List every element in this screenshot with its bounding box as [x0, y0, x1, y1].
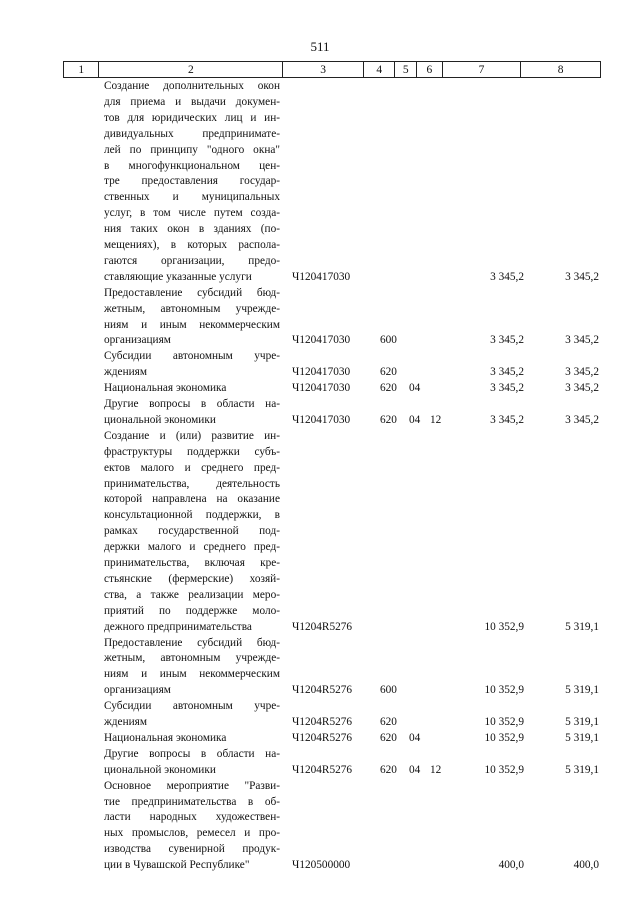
row-code: Ч120417030 [292, 366, 351, 379]
row-name-line: Основное мероприятие "Разви- [104, 779, 280, 792]
table-row [0, 349, 640, 381]
row-name-line: консультационной поддержки, в [104, 509, 280, 522]
row-name-line: лей по принципу "одного окна" [104, 143, 280, 156]
table-row [0, 429, 640, 636]
row-name-line: Создание и (или) развитие ин- [104, 429, 280, 442]
row-name-line: тре предоставления государ- [104, 175, 280, 188]
page-number: 511 [310, 39, 330, 54]
table-header [63, 61, 601, 78]
row-expense-type: 620 [380, 715, 397, 728]
row-expense-type: 600 [380, 684, 397, 697]
header-col-4: 4 [364, 62, 395, 77]
row-sum-col8: 3 345,2 [565, 366, 599, 379]
row-section: 04 [409, 731, 421, 744]
row-name-line: принимательства, деятельность [104, 477, 280, 490]
row-name-line: жетным, автономным учрежде- [104, 652, 280, 665]
row-expense-type: 620 [380, 413, 397, 426]
row-name-line: в многофункциональном цен- [104, 159, 280, 172]
row-expense-type: 620 [380, 763, 397, 776]
row-name-line: ции в Чувашской Республике" [104, 859, 250, 872]
row-code: Ч120417030 [292, 270, 351, 283]
row-sum-col8: 5 319,1 [565, 763, 599, 776]
row-name-line: ниям и иным некоммерческим [104, 668, 280, 681]
row-sum-col7: 10 352,9 [484, 731, 524, 744]
row-sum-col7: 10 352,9 [484, 715, 524, 728]
row-expense-type: 620 [380, 731, 397, 744]
row-name-line: Национальная экономика [104, 382, 227, 395]
header-col-8: 8 [557, 63, 564, 76]
row-name [104, 779, 280, 874]
row-sum-col7: 3 345,2 [490, 382, 524, 395]
header-col-5: 5 [395, 62, 417, 77]
row-section: 04 [409, 763, 421, 776]
row-code: Ч1204R5276 [292, 684, 353, 697]
row-name-line: Создание дополнительных окон [104, 80, 280, 92]
row-expense-type: 620 [380, 366, 397, 379]
row-name-line: тов для юридических лиц и ин- [104, 111, 280, 124]
row-sum-col8: 400,0 [573, 859, 599, 872]
row-code: Ч120417030 [292, 382, 351, 395]
table-row [0, 731, 640, 747]
row-section: 04 [409, 382, 421, 395]
row-name-line: Национальная экономика [104, 731, 227, 744]
row-name-line: Другие вопросы в области на- [104, 747, 280, 760]
table-row [0, 381, 640, 397]
row-name-line: Предоставление субсидий бюд- [104, 636, 280, 649]
table-row [0, 79, 640, 286]
row-name [104, 349, 280, 381]
row-sum-col7: 10 352,9 [484, 684, 524, 697]
header-col-6: 6 [417, 62, 443, 77]
row-name-line: ласти народных художествен- [104, 811, 280, 824]
row-code: Ч120500000 [292, 859, 351, 872]
table-row [0, 747, 640, 779]
table-row [0, 699, 640, 731]
row-name-line: организациям [104, 334, 171, 347]
row-name-line: ниям и иным некоммерческим [104, 318, 280, 331]
row-name-line: ных промыслов, ремесел и про- [104, 827, 280, 840]
row-subsection: 12 [430, 763, 442, 776]
row-name-line: тие предпринимательства в об- [104, 795, 280, 808]
header-col-2: 2 [99, 62, 283, 77]
row-name-line: фраструктуры поддержки субъ- [104, 445, 280, 458]
row-name [104, 747, 280, 779]
row-name-line: циональной экономики [104, 413, 216, 426]
row-sum-col8: 3 345,2 [565, 382, 599, 395]
row-name-line: изводства сувенирной продук- [104, 843, 280, 856]
row-code: Ч120417030 [292, 413, 351, 426]
row-name-line: жетным, автономным учрежде- [104, 302, 280, 315]
row-sum-col7: 10 352,9 [484, 763, 524, 776]
row-code: Ч120417030 [292, 334, 351, 347]
header-col-7: 7 [443, 62, 522, 77]
table-row [0, 636, 640, 700]
row-name-line: Субсидии автономным учре- [104, 350, 280, 363]
header-col-3: 3 [283, 62, 364, 77]
row-sum-col8: 5 319,1 [565, 731, 599, 744]
row-name [104, 381, 280, 397]
table-row [0, 286, 640, 350]
row-name-line: дивидуальных предпринимате- [104, 127, 280, 140]
row-name-line: Другие вопросы в области на- [104, 398, 280, 410]
row-name-line: рамках государственной под- [104, 525, 280, 538]
row-name-line: ждениям [104, 716, 148, 728]
row-name-line: приятий по поддержке моло- [104, 604, 280, 617]
header-col-1: 1 [64, 62, 99, 77]
row-sum-col8: 3 345,2 [565, 334, 599, 347]
row-name-line: мещениях), в которых распола- [104, 239, 280, 252]
row-code: Ч1204R5276 [292, 763, 353, 776]
row-subsection: 12 [430, 413, 442, 426]
row-name-line: принимательства, включая кре- [104, 557, 280, 570]
row-name-line: услуг, в том числе путем созда- [104, 207, 280, 220]
row-name [104, 286, 280, 350]
table-row [0, 779, 640, 874]
row-section: 04 [409, 413, 421, 426]
row-sum-col8: 5 319,1 [565, 715, 599, 728]
row-name-line: циональной экономики [104, 763, 216, 776]
row-name [104, 636, 280, 700]
row-sum-col8: 3 345,2 [565, 413, 599, 426]
row-name-line: для приема и выдачи докумен- [104, 95, 280, 108]
row-sum-col8: 3 345,2 [565, 270, 599, 283]
row-name-line: ственных и муниципальных [104, 191, 280, 204]
row-name-line: Субсидии автономным учре- [104, 700, 280, 713]
row-sum-col7: 10 352,9 [484, 620, 524, 633]
row-sum-col7: 3 345,2 [490, 270, 524, 283]
row-code: Ч1204R5276 [292, 620, 353, 633]
row-name [104, 731, 280, 747]
row-code: Ч1204R5276 [292, 715, 353, 728]
row-name-line: организациям [104, 684, 171, 697]
row-name [104, 429, 280, 636]
row-expense-type: 600 [380, 334, 397, 347]
row-code: Ч1204R5276 [292, 731, 353, 744]
row-name-line: ждениям [104, 366, 148, 379]
row-sum-col7: 3 345,2 [490, 413, 524, 426]
row-name [104, 699, 280, 731]
row-sum-col8: 5 319,1 [565, 620, 599, 633]
row-sum-col7: 400,0 [498, 859, 524, 872]
row-name-line: стьянские (фермерские) хозяй- [104, 572, 280, 585]
row-name-line: гаются организации, предо- [104, 254, 280, 267]
row-name-line: ставляющие указанные услуги [104, 270, 252, 283]
row-name-line: ния таких окон в зданиях (по- [104, 223, 280, 236]
row-expense-type: 620 [380, 382, 397, 395]
row-sum-col8: 5 319,1 [565, 684, 599, 697]
row-name-line: держки малого и среднего пред- [104, 541, 280, 554]
row-name-line: которой направлена на оказание [104, 493, 280, 506]
row-name-line: ства, а также реализации меро- [104, 588, 280, 601]
row-name-line: ектов малого и среднего пред- [104, 461, 280, 474]
row-name-line: Предоставление субсидий бюд- [104, 286, 280, 299]
row-name [104, 79, 280, 286]
row-sum-col7: 3 345,2 [490, 366, 524, 379]
row-sum-col7: 3 345,2 [490, 334, 524, 347]
row-name [104, 397, 280, 429]
row-name-line: дежного предпринимательства [104, 620, 252, 633]
table-row [0, 397, 640, 429]
